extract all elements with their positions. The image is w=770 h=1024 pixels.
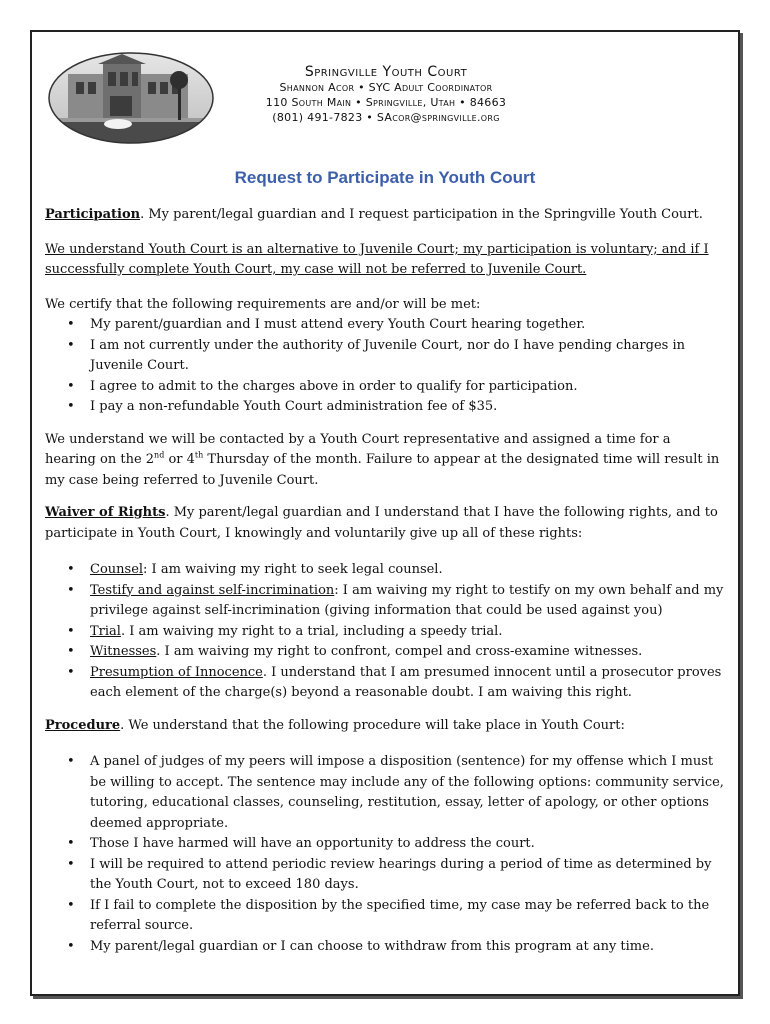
requirements-list [45,315,725,418]
contact-line-1: Shannon Acor • SYC Adult Coordinator [279,81,493,94]
certify-intro: We certify that the following requirements are and/or will be met: [45,296,481,312]
right-label: Presumption of Innocence [90,664,263,680]
contact-text-1: We understand we will be contacted by a Youth Court representative and assigned a time for a hearing on the 2 [45,431,671,467]
document-body [45,205,725,957]
page-title: Request to Participate in Youth Court [234,168,536,187]
superscript-nd: nd [154,450,165,460]
waiver-paragraph [45,503,725,544]
contact-paragraph [45,430,725,492]
superscript-th: th [194,450,204,460]
procedure-text: . We understand that the following procedure will take place in Youth Court: [120,717,625,733]
right-label: Witnesses [90,644,157,659]
contact-line-3: (801) 491-7823 • SAcor@springville.org [272,111,500,124]
contact-line-2: 110 South Main • Springville, Utah • 84663 [265,96,507,109]
list-item [45,663,725,704]
right-label: Counsel [90,562,144,577]
list-item [45,560,725,581]
participation-paragraph [45,205,725,226]
letterhead [236,64,536,125]
participation-heading: Participation [45,207,141,222]
right-text: . I understand that I am presumed innocent until a prosecutor proves each element of the charge(s) beyond a reasonable doubt. I am waiving this right. [90,664,722,700]
right-text: : I am waiving my right to seek legal counsel. [143,562,443,577]
right-text: . I am waiving my right to confront, compel and cross-examine witnesses. [156,644,643,659]
list-item [45,642,725,663]
rights-list [45,560,725,704]
list-item: • I will be required to attend periodic review hearings during a period of time as determined by the Youth Court, not to exceed 180 days. [45,855,725,896]
right-text: : I am waiving my right to testify on my own behalf and my privilege against self-incrimination (giving information that could be used against you) [90,582,724,618]
list-item: • A panel of judges of my peers will impose a disposition (sentence) for my offense which I must be willing to accept. The sentence may include any of the following options: community service, tutoring, educational classes, counseling, restitution, essay, letter of apology, or other options deemed appropriate. [45,752,725,834]
courthouse-photo [48,52,214,144]
waiver-heading: Waiver of Rights [45,505,166,520]
procedure-heading: Procedure [45,717,121,733]
list-item: • Those I have harmed will have an opportunity to address the court. [45,834,725,855]
list-item: • My parent/guardian and I must attend every Youth Court hearing together. [45,315,725,336]
participation-text: . My parent/legal guardian and I request participation in the Springville Youth Court. [140,207,703,222]
procedure-list [45,752,725,957]
understand-paragraph: We understand Youth Court is an alternative to Juvenile Court; my participation is voluntary; and if I successfully complete Youth Court, my case will not be referred to Juvenile Court. [45,241,709,277]
contact-text-2: or 4 [164,452,195,467]
list-item [45,581,725,622]
waiver-text: . My parent/legal guardian and I understand that I have the following rights, and to participate in Youth Court, I knowingly and voluntarily give up all of these rights: [45,505,718,541]
right-label: Trial [90,623,121,639]
list-item: • My parent/legal guardian or I can choose to withdraw from this program at any time. [45,937,725,958]
list-item: • I am not currently under the authority of Juvenile Court, nor do I have pending charges in Juvenile Court. [45,336,725,377]
contact-text-3: Thursday of the month. Failure to appear at the designated time will result in my case being referred to Juvenile Court. [45,452,720,488]
list-item: • I pay a non-refundable Youth Court administration fee of $35. [45,397,725,418]
list-item [45,622,725,643]
list-item: • I agree to admit to the charges above in order to qualify for participation. [45,377,725,398]
right-label: Testify and against self-incrimination [90,582,335,598]
procedure-paragraph [45,716,725,737]
list-item: • If I fail to complete the disposition by the specified time, my case may be referred back to the referral source. [45,896,725,937]
right-text: . I am waiving my right to a trial, including a speedy trial. [120,623,503,639]
org-name: Springville Youth Court [304,64,468,80]
